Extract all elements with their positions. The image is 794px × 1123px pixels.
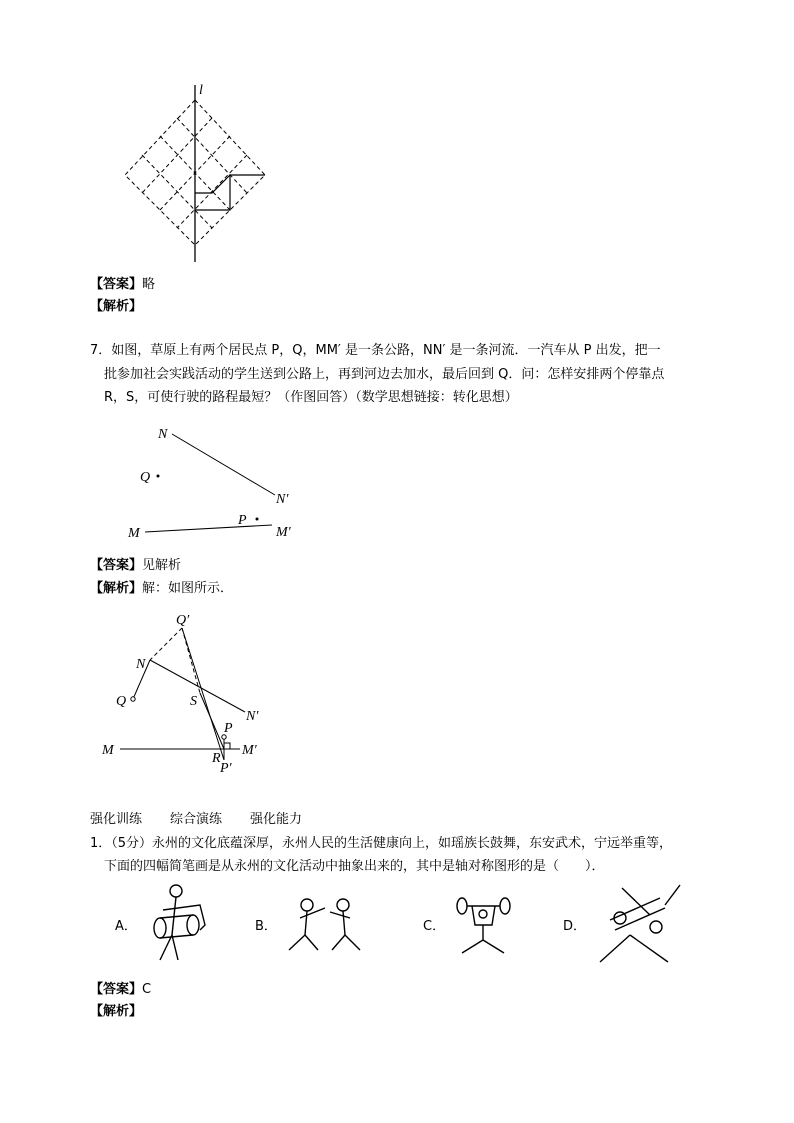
svg-text:P′: P′ [220,761,232,776]
option-a-label: A． [115,919,137,934]
svg-text:M: M [102,743,114,758]
svg-text:Q′: Q′ [176,613,190,628]
q6-answer-line: 【答案】略 [90,277,156,292]
svg-text:S: S [190,694,197,709]
q7-answer-line: 【答案】见解析 [90,558,182,573]
q1-line1: 1．（5分）永州的文化底蕴深厚，永州人民的生活健康向上，如瑶族长鼓舞，东安武术，宁远举重等， [90,836,673,851]
q7-analysis-line: 【解析】解：如图所示． [90,581,234,596]
svg-text:P: P [238,513,247,528]
q1-answer-line: 【答案】C [90,982,152,997]
svg-text:N′: N′ [246,709,259,724]
svg-text:P: P [224,721,233,736]
svg-text:M: M [128,526,140,541]
svg-text:M′: M′ [242,743,257,758]
svg-text:M′: M′ [276,525,291,540]
svg-text:R: R [212,751,221,766]
q6-analysis-tag: 【解析】 [90,299,143,314]
axis-label-l: l [199,83,203,98]
svg-text:Q: Q [116,694,127,709]
svg-text:N: N [136,657,146,672]
option-c-label: C． [423,919,446,934]
section-header: 强化训练 综合演练 强化能力 [90,812,303,827]
q1-line2: 下面的四幅简笔画是从永州的文化活动中抽象出来的，其中是轴对称图形的是（ ）． [104,859,605,874]
option-b-label: B． [255,919,277,934]
svg-text:N′: N′ [276,492,289,507]
q7-line2: 批参加社会实践活动的学生送到公路上，再到河边去加水，最后回到 Q．问：怎样安排两个停靠点 [104,367,665,382]
svg-text:Q: Q [140,470,151,485]
q7-line1: 7．如图，草原上有两个居民点 P，Q，MM′ 是一条公路，NN′ 是一条河流．一汽车从 P 出发，把一 [90,343,661,358]
svg-text:N: N [158,427,168,442]
q1-analysis-tag: 【解析】 [90,1004,143,1019]
q7-line3: R，S，可使行驶的路程最短？（作图回答）（数学思想链接：转化思想） [104,390,518,405]
option-d-label: D． [563,919,587,934]
